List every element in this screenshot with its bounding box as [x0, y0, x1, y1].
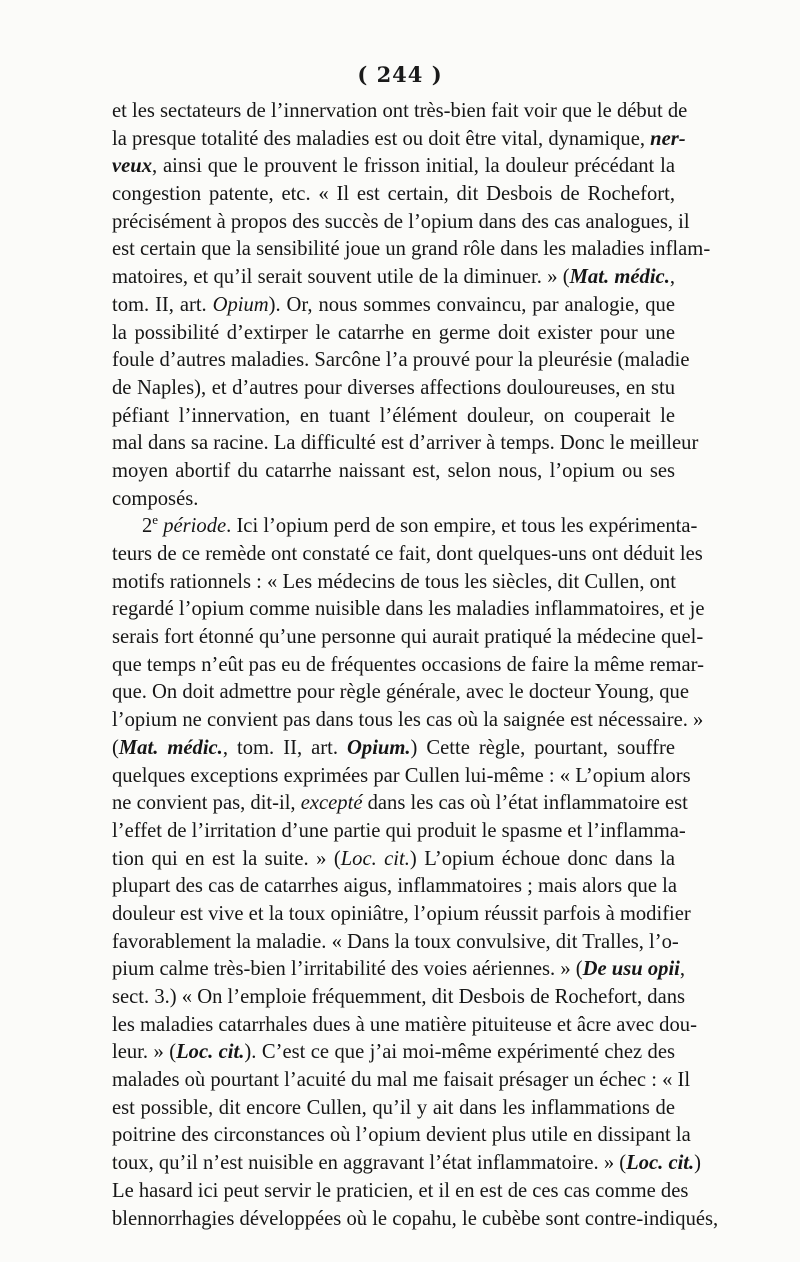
text-span: composés. — [112, 487, 199, 510]
paragraph — [112, 512, 719, 1233]
text-line — [112, 1150, 702, 1178]
text-line — [112, 486, 675, 514]
text-span: douleur est vive et la toux opiniâtre, l’opium réussit parfois à modifier — [112, 902, 691, 925]
text-line — [112, 818, 686, 846]
text-span: ( — [112, 736, 119, 759]
italic-text: Mat. médic. — [569, 266, 670, 289]
text-span: dans les cas où l’état inflammatoire est — [362, 792, 688, 815]
text-span: l’opium ne convient pas dans tous les cas où la saignée est nécessaire. » — [112, 709, 704, 732]
paragraph — [112, 98, 711, 513]
text-line — [112, 320, 675, 348]
text-line — [112, 541, 703, 569]
text-line — [112, 430, 699, 458]
text-span: la presque totalité des maladies est ou doit être vital, dynamique, — [112, 127, 651, 150]
text-line — [112, 956, 686, 984]
text-line — [112, 679, 689, 707]
text-span: ) — [694, 1152, 702, 1175]
italic-text: Opium. — [347, 736, 411, 759]
text-span: moyen abortif du catarrhe naissant est, selon nous, l’opium ou ses — [112, 459, 675, 482]
text-span: plupart des cas de catarrhes aigus, inflammatoires ; mais alors que la — [112, 875, 677, 898]
text-span: ) Cette règle, pourtant, souffre — [410, 736, 676, 759]
text-span: est certain que la sensibilité joue un grand rôle dans les maladies inflam- — [112, 238, 711, 261]
text-line — [112, 1012, 697, 1040]
italic-text: ner- — [650, 127, 686, 150]
text-line — [112, 790, 688, 818]
text-span: motifs rationnels : « Les médecins de tous les siècles, dit Cullen, ont — [112, 570, 676, 593]
text-span: teurs de ce remède ont constaté ce fait, dont quelques-uns ont déduit les — [112, 543, 703, 565]
text-line — [112, 1039, 675, 1067]
text-span: tion qui en est la suite. » ( — [112, 847, 341, 870]
text-line — [112, 652, 704, 680]
text-line — [112, 929, 679, 957]
italic-text: Mat. médic. — [118, 736, 223, 759]
text-span: . Ici l’opium perd de son empire, et tous les expérimenta- — [226, 515, 698, 538]
text-line — [112, 458, 675, 486]
text-span: , — [679, 958, 686, 981]
text-span: pium calme très-bien l’irritabilité des voies aériennes. » ( — [112, 958, 583, 981]
text-line — [112, 347, 690, 375]
text-span: congestion patente, etc. « Il est certain, dit Desbois de Rochefort, — [112, 183, 675, 206]
text-line — [112, 181, 675, 209]
text-span: précisément à propos des succès de l’opium dans des cas analogues, il — [112, 210, 690, 233]
text-line — [112, 1067, 691, 1095]
text-line — [112, 873, 675, 901]
text-line — [112, 624, 704, 652]
text-line — [112, 512, 698, 541]
text-span: serais fort étonné qu’une personne qui aurait pratiqué la médecine quel- — [112, 626, 704, 649]
text-span: , tom. II, art. — [222, 736, 348, 759]
page-number: ( 244 ) — [357, 62, 443, 87]
italic-text: excepté — [300, 792, 363, 815]
text-span: quelques exceptions exprimées par Cullen lui-même : « L’opium alors — [112, 764, 691, 787]
text-line — [112, 292, 675, 320]
italic-text: Loc. cit. — [176, 1041, 245, 1064]
text-span: ). Or, nous sommes convaincu, par analogie, que — [268, 293, 675, 316]
text-span: la possibilité d’extirper le catarrhe en germe doit exister pour une — [112, 321, 675, 344]
text-line — [112, 707, 704, 735]
text-line — [112, 1095, 675, 1123]
text-span: péfiant l’innervation, en tuant l’élément douleur, on couperait le — [112, 404, 675, 427]
text-span: ). C’est ce que j’ai moi-même expérimenté chez des — [244, 1041, 676, 1064]
text-span: tom. II, art. — [112, 293, 213, 316]
text-line — [112, 264, 675, 292]
text-line — [112, 98, 688, 126]
text-span: foule d’autres maladies. Sarcône l’a prouvé pour la pleurésie (maladie — [112, 349, 690, 372]
text-span: leur. » ( — [112, 1041, 177, 1064]
text-line — [112, 569, 675, 597]
text-line — [112, 1122, 691, 1150]
text-span: sect. 3.) « On l’emploie fréquemment, dit Desbois de Rochefort, dans — [112, 986, 686, 1008]
text-span: et les sectateurs de l’innervation ont très-bien fait voir que le début de — [112, 100, 688, 122]
text-span: matoires, et qu’il serait souvent utile de la diminuer. » ( — [112, 266, 570, 289]
text-span: est possible, dit encore Cullen, qu’il y ait dans les inflammations de — [112, 1096, 675, 1119]
text-line — [112, 126, 686, 154]
text-span: 2 — [142, 515, 153, 538]
text-span: l’effet de l’irritation d’une partie qui produit le spasme et l’inflamma- — [112, 819, 686, 842]
text-span: regardé l’opium comme nuisible dans les maladies inflammatoires, et je — [112, 598, 705, 621]
text-span: mal dans sa racine. La difficulté est d’arriver à temps. Donc le meilleur — [112, 432, 699, 455]
text-span: de Naples), et d’autres pour diverses affections douloureuses, en stu — [112, 376, 675, 399]
text-line — [112, 763, 691, 791]
body-text — [112, 98, 719, 1233]
italic-text: Loc. cit. — [340, 847, 410, 870]
text-line — [112, 209, 690, 237]
text-line — [112, 1206, 719, 1234]
text-line — [112, 403, 675, 431]
text-line — [112, 735, 675, 763]
superscript: e — [152, 512, 159, 528]
text-line — [112, 984, 686, 1012]
text-line — [112, 846, 675, 874]
text-line — [112, 596, 705, 624]
text-span: ne convient pas, dit-il, — [112, 792, 301, 815]
text-span: , — [669, 266, 675, 289]
text-span: blennorrhagies développées où le copahu, le cubèbe sont contre-indiqués, — [112, 1207, 719, 1230]
text-span: poitrine des circonstances où l’opium devient plus utile en dissipant la — [112, 1124, 691, 1147]
italic-text: période — [163, 515, 227, 538]
text-span: , ainsi que le prouvent le frisson initial, la douleur précédant la — [152, 155, 675, 178]
italic-text: Opium — [212, 293, 269, 316]
italic-text: Loc. cit. — [626, 1152, 695, 1175]
text-span: que. On doit admettre pour règle générale, avec le docteur Young, que — [112, 681, 689, 704]
text-span: que temps n’eût pas eu de fréquentes occasions de faire la même remar- — [112, 653, 704, 676]
text-line — [112, 1178, 689, 1206]
text-span: toux, qu’il n’est nuisible en aggravant l’état inflammatoire. » ( — [112, 1152, 627, 1175]
text-line — [112, 375, 675, 403]
italic-text: De usu opii — [582, 958, 680, 981]
text-span: ) L’opium échoue donc dans la — [409, 847, 676, 870]
text-span: Le hasard ici peut servir le praticien, et il en est de ces cas comme des — [112, 1179, 689, 1202]
text-line — [112, 153, 675, 181]
italic-text: veux — [112, 155, 153, 178]
text-line — [112, 236, 711, 264]
text-span: les maladies catarrhales dues à une matière pituiteuse et âcre avec dou- — [112, 1013, 697, 1036]
text-line — [112, 901, 691, 929]
text-span: malades où pourtant l’acuité du mal me faisait présager un échec : « Il — [112, 1069, 691, 1092]
text-span: favorablement la maladie. « Dans la toux convulsive, dit Tralles, l’o- — [112, 930, 679, 953]
